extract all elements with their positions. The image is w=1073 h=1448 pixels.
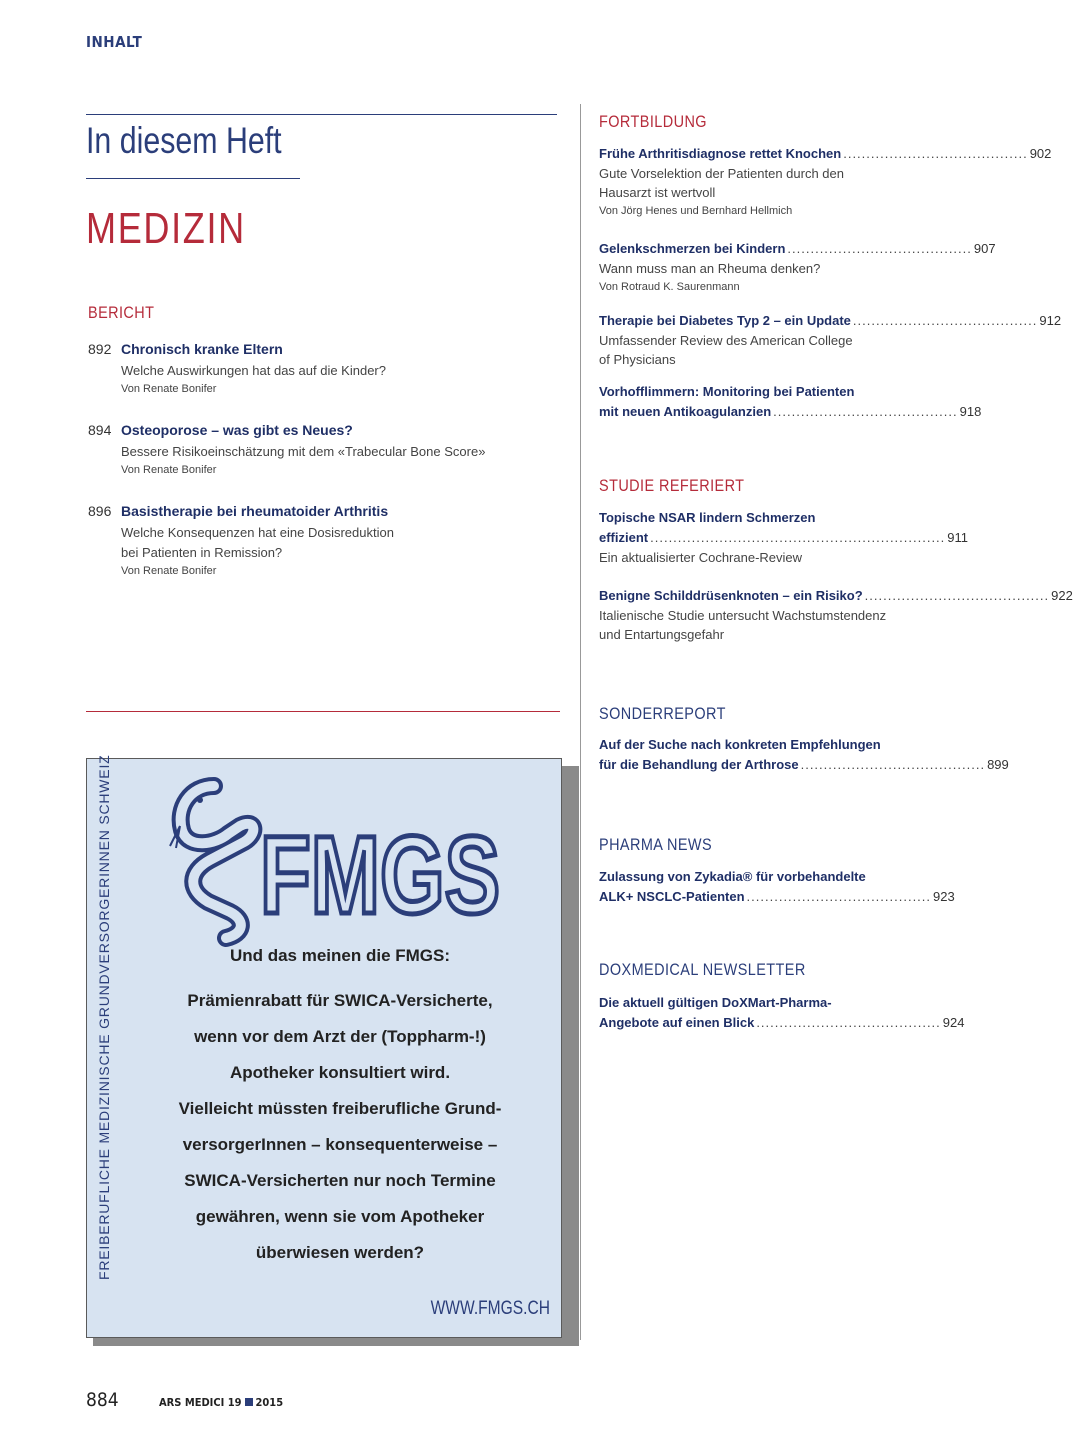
- toc-entry[interactable]: [88, 503, 558, 583]
- page-number: 924: [942, 1015, 965, 1030]
- page-number: 911: [947, 530, 969, 545]
- ad-vertical-text: FREIBERUFLICHE MEDIZINISCHE GRUNDVERSORGERINNEN SCHWEIZ: [96, 754, 112, 1280]
- column-divider: [580, 104, 581, 1340]
- entry-title[interactable]: Die aktuell gültigen DoXMart-Pharma-: [599, 995, 832, 1010]
- ad-text-line: Vielleicht müssten freiberufliche Grund-: [178, 1099, 502, 1118]
- page-number: 896: [88, 503, 112, 519]
- toc-entry[interactable]: [88, 341, 558, 401]
- entry-title[interactable]: Gelenkschmerzen bei Kindern: [599, 241, 786, 256]
- entry-title[interactable]: Angebote auf einen Blick: [599, 1015, 755, 1030]
- entry-subtitle: Welche Konsequenzen hat eine Dosisreduktion: [121, 525, 394, 540]
- section-heading-bericht: BERICHT: [88, 303, 155, 322]
- leader-dots: ........................................: [756, 1015, 941, 1030]
- fmgs-logo: [170, 778, 510, 948]
- snake-staff-icon: [170, 786, 253, 938]
- ad-text-line: wenn vor dem Arzt der (Toppharm-!): [194, 1027, 486, 1046]
- entry-author: Von Rotraud K. Saurenmann: [599, 281, 740, 293]
- page-title: In diesem Heft: [86, 120, 282, 161]
- page-number: 899: [987, 757, 1009, 772]
- toc-entry[interactable]: [599, 508, 969, 567]
- entry-author: Von Renate Bonifer: [121, 464, 217, 476]
- ad-text-line: Apotheker konsultiert wird.: [229, 1063, 451, 1082]
- toc-entry[interactable]: [599, 586, 1073, 644]
- entry-subtitle: Gute Vorselektion der Patienten durch den: [599, 166, 844, 181]
- toc-entry[interactable]: [599, 993, 965, 1033]
- entry-author: Von Jörg Henes und Bernhard Hellmich: [599, 205, 793, 217]
- magazine-name: ARS MEDICI 19: [159, 1396, 242, 1409]
- toc-entry[interactable]: [599, 311, 1062, 369]
- entry-subtitle: Umfassender Review des American College: [599, 333, 853, 348]
- footer-magazine: [159, 1396, 283, 1409]
- entry-subtitle: Welche Auswirkungen hat das auf die Kinder?: [121, 363, 386, 378]
- ad-text-line: Prämienrabatt für SWICA-Versicherte,: [187, 991, 493, 1010]
- divider: [86, 178, 300, 179]
- entry-subtitle: of Physicians: [599, 352, 676, 367]
- toc-entry[interactable]: [599, 382, 982, 422]
- leader-dots: ........................................: [746, 889, 932, 904]
- ad-headline: Und das meinen die FMGS:: [229, 946, 451, 965]
- magazine-year: 2015: [255, 1396, 284, 1409]
- page-number: 922: [1051, 588, 1073, 603]
- entry-author: Von Renate Bonifer: [121, 565, 217, 577]
- toc-entry[interactable]: [88, 422, 558, 482]
- toc-entry[interactable]: [599, 239, 996, 296]
- toc-entry[interactable]: [599, 144, 1052, 220]
- entry-subtitle: Hausarzt ist wertvoll: [599, 185, 716, 200]
- leader-dots: ........................................: [852, 313, 1038, 328]
- entry-subtitle: und Entartungsgefahr: [599, 627, 725, 642]
- section-heading-studie: STUDIE REFERIERT: [599, 476, 745, 495]
- footer-page-number: 884: [86, 1389, 119, 1411]
- ad-website-link[interactable]: WWW.FMGS.CH: [430, 1298, 550, 1319]
- leader-dots: ................................................................: [650, 530, 946, 545]
- entry-title[interactable]: Osteoporose – was gibt es Neues?: [121, 422, 353, 438]
- entry-author: Von Renate Bonifer: [121, 383, 217, 395]
- leader-dots: ........................................: [864, 588, 1050, 603]
- entry-title[interactable]: für die Behandlung der Arthrose: [599, 757, 799, 772]
- entry-title[interactable]: Topische NSAR lindern Schmerzen: [599, 510, 816, 525]
- section-heading-sonderreport: SONDERREPORT: [599, 704, 726, 723]
- entry-title[interactable]: Vorhofflimmern: Monitoring bei Patienten: [599, 384, 855, 399]
- entry-title[interactable]: Zulassung von Zykadia® für vorbehandelte: [599, 869, 866, 884]
- toc-entry[interactable]: [599, 735, 1009, 775]
- entry-title[interactable]: Chronisch kranke Eltern: [121, 341, 283, 357]
- category-heading: MEDIZIN: [86, 204, 246, 253]
- entry-subtitle: bei Patienten in Remission?: [121, 545, 283, 560]
- entry-subtitle: Bessere Risikoeinschätzung mit dem «Trabecular Bone Score»: [121, 444, 486, 459]
- square-icon: [245, 1398, 253, 1406]
- section-heading-pharma: PHARMA NEWS: [599, 835, 713, 854]
- ad-text-line: gewähren, wenn sie vom Apotheker: [195, 1207, 485, 1226]
- fmgs-logo-text: FMGS: [260, 814, 500, 937]
- section-heading-fortbildung: FORTBILDUNG: [599, 112, 707, 131]
- page-number: 907: [973, 241, 996, 256]
- leader-dots: ........................................: [773, 404, 958, 419]
- entry-title[interactable]: Benigne Schilddrüsenknoten – ein Risiko?: [599, 588, 863, 603]
- entry-subtitle: Italienische Studie untersucht Wachstumstendenz: [599, 608, 887, 623]
- entry-title[interactable]: Frühe Arthritisdiagnose rettet Knochen: [599, 146, 842, 161]
- entry-title[interactable]: Basistherapie bei rheumatoider Arthritis: [121, 503, 389, 519]
- leader-dots: ........................................: [843, 146, 1028, 161]
- entry-title[interactable]: ALK+ NSCLC-Patienten: [599, 889, 745, 904]
- entry-title[interactable]: Therapie bei Diabetes Typ 2 – ein Update: [599, 313, 851, 328]
- page-number: 894: [88, 422, 112, 438]
- entry-title[interactable]: mit neuen Antikoagulanzien: [599, 404, 772, 419]
- ad-text-line: überwiesen werden?: [255, 1243, 425, 1262]
- toc-entry[interactable]: [599, 867, 955, 907]
- divider: [86, 711, 560, 712]
- entry-subtitle: Ein aktualisierter Cochrane-Review: [599, 550, 803, 565]
- page-number: 912: [1039, 313, 1062, 328]
- ad-text-line: versorgerInnen – konsequenterweise –: [182, 1135, 498, 1154]
- page-number: 918: [959, 404, 982, 419]
- leader-dots: ........................................: [800, 757, 986, 772]
- entry-subtitle: Wann muss man an Rheuma denken?: [599, 261, 821, 276]
- page-number: 902: [1029, 146, 1052, 161]
- section-label: INHALT: [86, 33, 143, 51]
- entry-title[interactable]: Auf der Suche nach konkreten Empfehlungen: [599, 737, 881, 752]
- page-number: 923: [933, 889, 955, 904]
- section-heading-doxmedical: DOXMEDICAL NEWSLETTER: [599, 960, 806, 979]
- divider: [86, 114, 557, 115]
- entry-title[interactable]: effizient: [599, 530, 649, 545]
- leader-dots: ........................................: [787, 241, 972, 256]
- page-number: 892: [88, 341, 112, 357]
- ad-text-line: SWICA-Versicherten nur noch Termine: [184, 1171, 496, 1190]
